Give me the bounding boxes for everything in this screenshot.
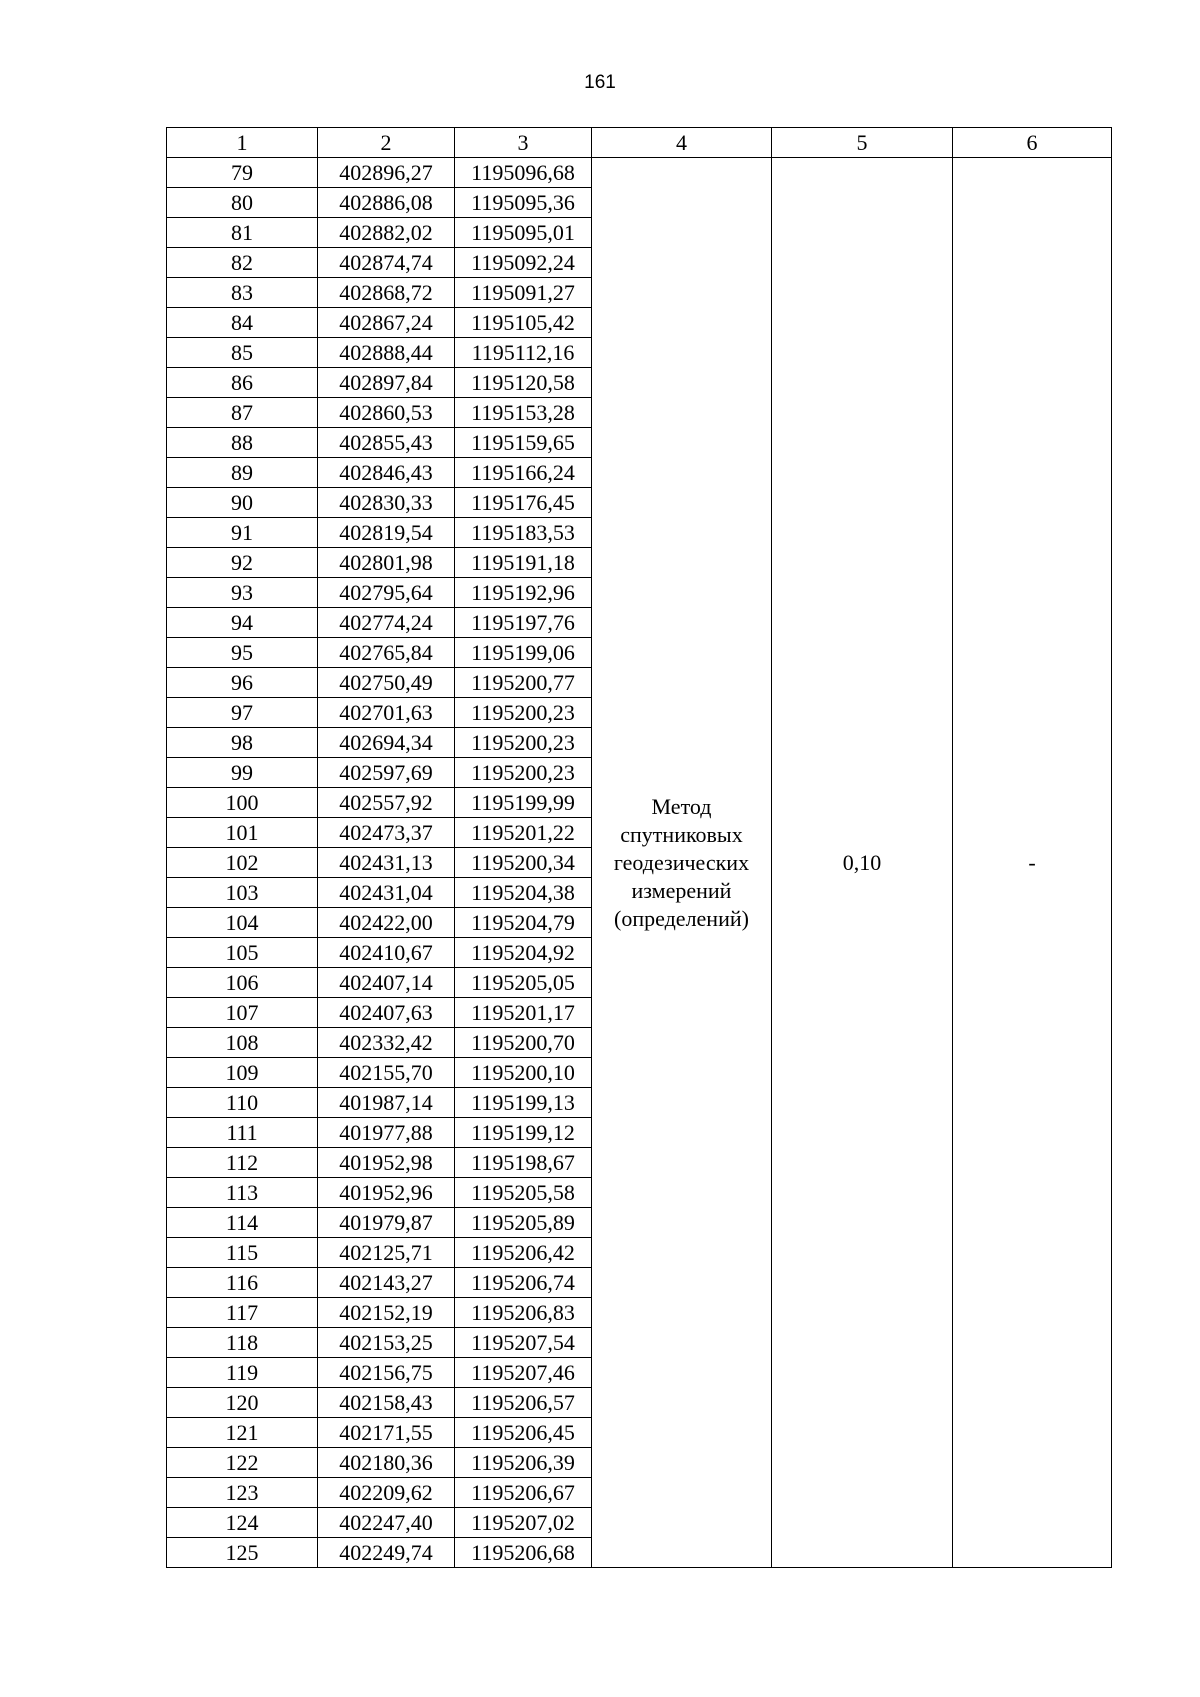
point-number-cell: 85 (167, 338, 318, 368)
table-body (167, 158, 1112, 1568)
coord-x-cell: 402765,84 (318, 638, 455, 668)
method-line: геодезических (613, 849, 750, 875)
coord-x-cell: 402830,33 (318, 488, 455, 518)
coord-x-cell: 402247,40 (318, 1508, 455, 1538)
point-number-cell: 118 (167, 1328, 318, 1358)
coord-y-cell: 1195204,92 (455, 938, 592, 968)
coord-y-cell: 1195205,58 (455, 1178, 592, 1208)
point-number-cell: 119 (167, 1358, 318, 1388)
coord-x-cell: 402882,02 (318, 218, 455, 248)
coord-y-cell: 1195153,28 (455, 398, 592, 428)
point-number-cell: 116 (167, 1268, 318, 1298)
method-line: спутниковых (620, 821, 743, 847)
coord-y-cell: 1195201,17 (455, 998, 592, 1028)
coord-y-cell: 1195200,77 (455, 668, 592, 698)
coord-x-cell: 401977,88 (318, 1118, 455, 1148)
coord-x-cell: 402407,14 (318, 968, 455, 998)
coordinates-table (166, 127, 1112, 1568)
coord-y-cell: 1195207,02 (455, 1508, 592, 1538)
point-number-cell: 123 (167, 1478, 318, 1508)
point-number-cell: 97 (167, 698, 318, 728)
coord-x-cell: 402249,74 (318, 1538, 455, 1568)
point-number-cell: 99 (167, 758, 318, 788)
coord-y-cell: 1195120,58 (455, 368, 592, 398)
coord-x-cell: 402750,49 (318, 668, 455, 698)
header-col-2: 2 (318, 128, 455, 158)
coord-y-cell: 1195105,42 (455, 308, 592, 338)
coord-y-cell: 1195183,53 (455, 518, 592, 548)
method-cell (592, 158, 772, 1568)
coord-y-cell: 1195206,67 (455, 1478, 592, 1508)
coord-y-cell: 1195198,67 (455, 1148, 592, 1178)
coord-y-cell: 1195096,68 (455, 158, 592, 188)
coord-y-cell: 1195092,24 (455, 248, 592, 278)
coord-x-cell: 402774,24 (318, 608, 455, 638)
coord-y-cell: 1195206,83 (455, 1298, 592, 1328)
coord-x-cell: 402153,25 (318, 1328, 455, 1358)
coord-x-cell: 402597,69 (318, 758, 455, 788)
point-number-cell: 120 (167, 1388, 318, 1418)
point-number-cell: 95 (167, 638, 318, 668)
coord-y-cell: 1195191,18 (455, 548, 592, 578)
point-number-cell: 102 (167, 848, 318, 878)
header-col-5: 5 (772, 128, 953, 158)
point-number-cell: 111 (167, 1118, 318, 1148)
point-number-cell: 88 (167, 428, 318, 458)
coord-x-cell: 402701,63 (318, 698, 455, 728)
point-number-cell: 90 (167, 488, 318, 518)
coord-y-cell: 1195206,39 (455, 1448, 592, 1478)
point-number-cell: 101 (167, 818, 318, 848)
coord-x-cell: 402155,70 (318, 1058, 455, 1088)
coord-y-cell: 1195199,13 (455, 1088, 592, 1118)
header-col-1: 1 (167, 128, 318, 158)
coord-x-cell: 402410,67 (318, 938, 455, 968)
coord-y-cell: 1195200,23 (455, 728, 592, 758)
coord-y-cell: 1195200,34 (455, 848, 592, 878)
coord-x-cell: 402897,84 (318, 368, 455, 398)
point-number-cell: 115 (167, 1238, 318, 1268)
coord-x-cell: 402846,43 (318, 458, 455, 488)
point-number-cell: 104 (167, 908, 318, 938)
coord-x-cell: 402422,00 (318, 908, 455, 938)
point-number-cell: 81 (167, 218, 318, 248)
coord-y-cell: 1195201,22 (455, 818, 592, 848)
coord-x-cell: 402888,44 (318, 338, 455, 368)
coord-y-cell: 1195207,54 (455, 1328, 592, 1358)
point-number-cell: 80 (167, 188, 318, 218)
coord-x-cell: 402819,54 (318, 518, 455, 548)
coord-y-cell: 1195095,01 (455, 218, 592, 248)
point-number-cell: 84 (167, 308, 318, 338)
point-number-cell: 100 (167, 788, 318, 818)
coord-x-cell: 402886,08 (318, 188, 455, 218)
coord-y-cell: 1195200,23 (455, 758, 592, 788)
coord-y-cell: 1195206,68 (455, 1538, 592, 1568)
point-number-cell: 107 (167, 998, 318, 1028)
coord-x-cell: 402867,24 (318, 308, 455, 338)
coord-y-cell: 1195200,70 (455, 1028, 592, 1058)
coord-y-cell: 1195166,24 (455, 458, 592, 488)
coord-y-cell: 1195207,46 (455, 1358, 592, 1388)
coord-x-cell: 402143,27 (318, 1268, 455, 1298)
coord-x-cell: 402557,92 (318, 788, 455, 818)
coord-y-cell: 1195176,45 (455, 488, 592, 518)
coord-y-cell: 1195192,96 (455, 578, 592, 608)
method-line: Метод (651, 793, 712, 819)
point-number-cell: 114 (167, 1208, 318, 1238)
point-number-cell: 106 (167, 968, 318, 998)
coord-y-cell: 1195095,36 (455, 188, 592, 218)
point-number-cell: 121 (167, 1418, 318, 1448)
header-col-6: 6 (953, 128, 1112, 158)
coord-x-cell: 402860,53 (318, 398, 455, 428)
point-number-cell: 87 (167, 398, 318, 428)
coord-x-cell: 402868,72 (318, 278, 455, 308)
point-number-cell: 124 (167, 1508, 318, 1538)
col6-cell: - (953, 158, 1112, 1568)
coord-x-cell: 402332,42 (318, 1028, 455, 1058)
coord-x-cell: 402180,36 (318, 1448, 455, 1478)
coord-x-cell: 402152,19 (318, 1298, 455, 1328)
coord-x-cell: 402855,43 (318, 428, 455, 458)
table-row (167, 158, 1112, 188)
header-row (167, 128, 1112, 158)
coord-x-cell: 401952,98 (318, 1148, 455, 1178)
coord-y-cell: 1195199,06 (455, 638, 592, 668)
point-number-cell: 93 (167, 578, 318, 608)
coord-y-cell: 1195200,10 (455, 1058, 592, 1088)
point-number-cell: 83 (167, 278, 318, 308)
point-number-cell: 125 (167, 1538, 318, 1568)
header-col-3: 3 (455, 128, 592, 158)
coord-y-cell: 1195206,57 (455, 1388, 592, 1418)
coord-x-cell: 402125,71 (318, 1238, 455, 1268)
coord-y-cell: 1195205,89 (455, 1208, 592, 1238)
coord-x-cell: 401987,14 (318, 1088, 455, 1118)
coord-y-cell: 1195205,05 (455, 968, 592, 998)
header-col-4: 4 (592, 128, 772, 158)
coord-x-cell: 402473,37 (318, 818, 455, 848)
point-number-cell: 105 (167, 938, 318, 968)
coord-y-cell: 1195204,79 (455, 908, 592, 938)
point-number-cell: 112 (167, 1148, 318, 1178)
coord-y-cell: 1195200,23 (455, 698, 592, 728)
point-number-cell: 91 (167, 518, 318, 548)
coord-x-cell: 402407,63 (318, 998, 455, 1028)
coord-x-cell: 401952,96 (318, 1178, 455, 1208)
coord-x-cell: 401979,87 (318, 1208, 455, 1238)
point-number-cell: 117 (167, 1298, 318, 1328)
coord-y-cell: 1195204,38 (455, 878, 592, 908)
point-number-cell: 98 (167, 728, 318, 758)
page-number: 161 (584, 72, 616, 93)
point-number-cell: 94 (167, 608, 318, 638)
coord-x-cell: 402171,55 (318, 1418, 455, 1448)
coord-y-cell: 1195206,42 (455, 1238, 592, 1268)
coord-y-cell: 1195112,16 (455, 338, 592, 368)
coord-y-cell: 1195199,99 (455, 788, 592, 818)
point-number-cell: 92 (167, 548, 318, 578)
coord-x-cell: 402209,62 (318, 1478, 455, 1508)
point-number-cell: 110 (167, 1088, 318, 1118)
coord-x-cell: 402431,13 (318, 848, 455, 878)
coord-y-cell: 1195159,65 (455, 428, 592, 458)
method-line: (определений) (614, 905, 749, 931)
point-number-cell: 86 (167, 368, 318, 398)
coord-x-cell: 402874,74 (318, 248, 455, 278)
coord-x-cell: 402156,75 (318, 1358, 455, 1388)
point-number-cell: 79 (167, 158, 318, 188)
coord-y-cell: 1195091,27 (455, 278, 592, 308)
point-number-cell: 122 (167, 1448, 318, 1478)
coord-x-cell: 402694,34 (318, 728, 455, 758)
point-number-cell: 89 (167, 458, 318, 488)
coord-y-cell: 1195206,45 (455, 1418, 592, 1448)
coord-x-cell: 402431,04 (318, 878, 455, 908)
coord-y-cell: 1195199,12 (455, 1118, 592, 1148)
accuracy-cell: 0,10 (772, 158, 953, 1568)
coord-x-cell: 402795,64 (318, 578, 455, 608)
point-number-cell: 113 (167, 1178, 318, 1208)
point-number-cell: 96 (167, 668, 318, 698)
point-number-cell: 108 (167, 1028, 318, 1058)
coord-y-cell: 1195197,76 (455, 608, 592, 638)
coord-x-cell: 402801,98 (318, 548, 455, 578)
coord-x-cell: 402158,43 (318, 1388, 455, 1418)
point-number-cell: 103 (167, 878, 318, 908)
point-number-cell: 109 (167, 1058, 318, 1088)
coord-y-cell: 1195206,74 (455, 1268, 592, 1298)
method-line: измерений (631, 877, 732, 903)
point-number-cell: 82 (167, 248, 318, 278)
coord-x-cell: 402896,27 (318, 158, 455, 188)
